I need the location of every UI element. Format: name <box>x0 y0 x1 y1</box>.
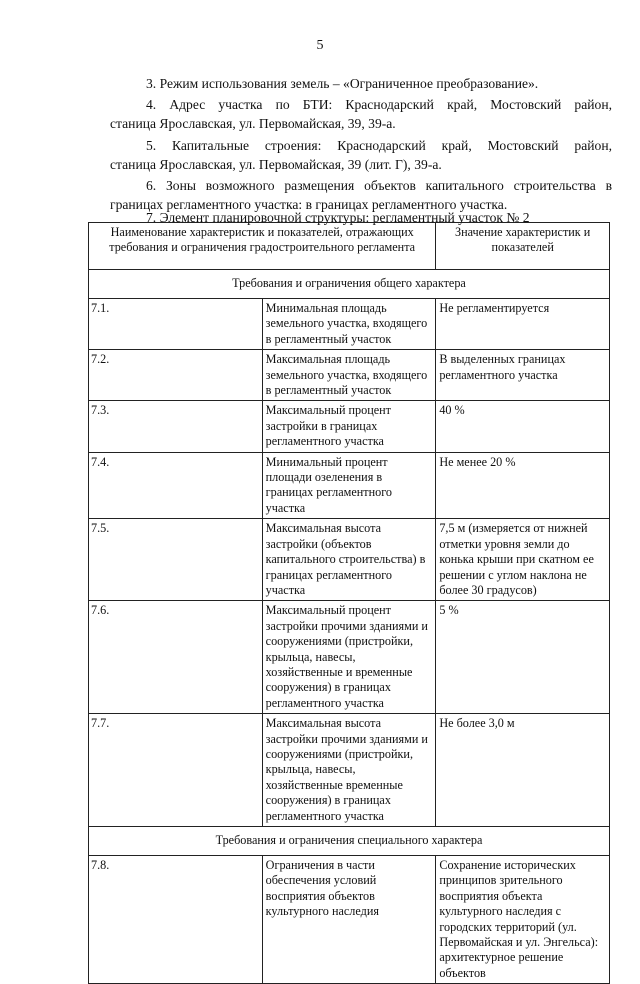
table-row <box>89 601 610 714</box>
section-row-special <box>89 827 610 856</box>
table-row <box>89 299 610 350</box>
row-value: 5 % <box>436 601 610 714</box>
row-number: 7.8. <box>89 856 263 984</box>
table-row <box>89 452 610 519</box>
row-number: 7.3. <box>89 401 263 452</box>
row-number: 7.1. <box>89 299 263 350</box>
table-row <box>89 350 610 401</box>
paragraph-5-line-2: станица Ярославская, ул. Первомайская, 39 (лит. Г), 39-а. <box>110 157 442 172</box>
row-value: Не более 3,0 м <box>436 714 610 827</box>
paragraph-4-line-2: станица Ярославская, ул. Первомайская, 39, 39-а. <box>110 116 396 131</box>
section-row-general <box>89 270 610 299</box>
row-name: Максимальный процент застройки прочими зданиями и сооружениями (пристройки, крыльца, навесы, хозяйственные и временные сооружения) в границах регламентного участка <box>262 601 436 714</box>
table-row <box>89 519 610 601</box>
row-number: 7.4. <box>89 452 263 519</box>
header-value-cell: Значение характеристик и показателей <box>436 223 610 270</box>
header-name-cell: Наименование характеристик и показателей, отражающих требования и ограничения градостроительного регламента <box>89 223 436 270</box>
row-name: Максимальная площадь земельного участка, входящего в регламентный участок <box>262 350 436 401</box>
row-value: 7,5 м (измеряется от нижней отметки уровня земли до конька крыши при скатном ее решении с углом наклона не более 30 градусов) <box>436 519 610 601</box>
row-value: В выделенных границах регламентного участка <box>436 350 610 401</box>
paragraph-6-line-1: 6. Зоны возможного размещения объектов капитального строительства в <box>146 178 612 193</box>
regulation-table <box>88 222 610 984</box>
row-name: Максимальный процент застройки в границах регламентного участка <box>262 401 436 452</box>
row-value: Сохранение исторических принципов зрительного восприятия объекта культурного наследия с городских территорий (ул. Первомайская и ул. Энгельса): архитектурное решение объектов <box>436 856 610 984</box>
row-number: 7.6. <box>89 601 263 714</box>
paragraph-6-line-2: границах регламентного участка: в границах регламентного участка. <box>110 197 508 212</box>
page-number: 5 <box>316 38 324 53</box>
row-number: 7.5. <box>89 519 263 601</box>
paragraph-5-line-1: 5. Капитальные строения: Краснодарский край, Мостовский район, <box>146 138 612 153</box>
paragraph-4-line-1: 4. Адрес участка по БТИ: Краснодарский край, Мостовский район, <box>146 97 612 112</box>
section-title-special: Требования и ограничения специального характера <box>89 827 610 856</box>
table-row <box>89 856 610 984</box>
table-header-row <box>89 223 610 270</box>
row-value: 40 % <box>436 401 610 452</box>
row-number: 7.7. <box>89 714 263 827</box>
table-row <box>89 714 610 827</box>
paragraph-3: 3. Режим использования земель – «Ограниченное преобразование». <box>146 76 539 91</box>
table-row <box>89 401 610 452</box>
row-name: Ограничения в части обеспечения условий восприятия объектов культурного наследия <box>262 856 436 984</box>
row-name: Минимальный процент площади озеленения в границах регламентного участка <box>262 452 436 519</box>
row-name: Максимальная высота застройки (объектов капитального строительства) в границах регламентного участка <box>262 519 436 601</box>
row-value: Не регламентируется <box>436 299 610 350</box>
paragraph-7: 7. Элемент планировочной структуры: регламентный участок № 2 <box>146 210 530 225</box>
row-name: Минимальная площадь земельного участка, входящего в регламентный участок <box>262 299 436 350</box>
row-value: Не менее 20 % <box>436 452 610 519</box>
section-title-general: Требования и ограничения общего характера <box>89 270 610 299</box>
row-number: 7.2. <box>89 350 263 401</box>
row-name: Максимальная высота застройки прочими зданиями и сооружениями (пристройки, крыльца, навесы, хозяйственные временные сооружения) в границах регламентного участка <box>262 714 436 827</box>
